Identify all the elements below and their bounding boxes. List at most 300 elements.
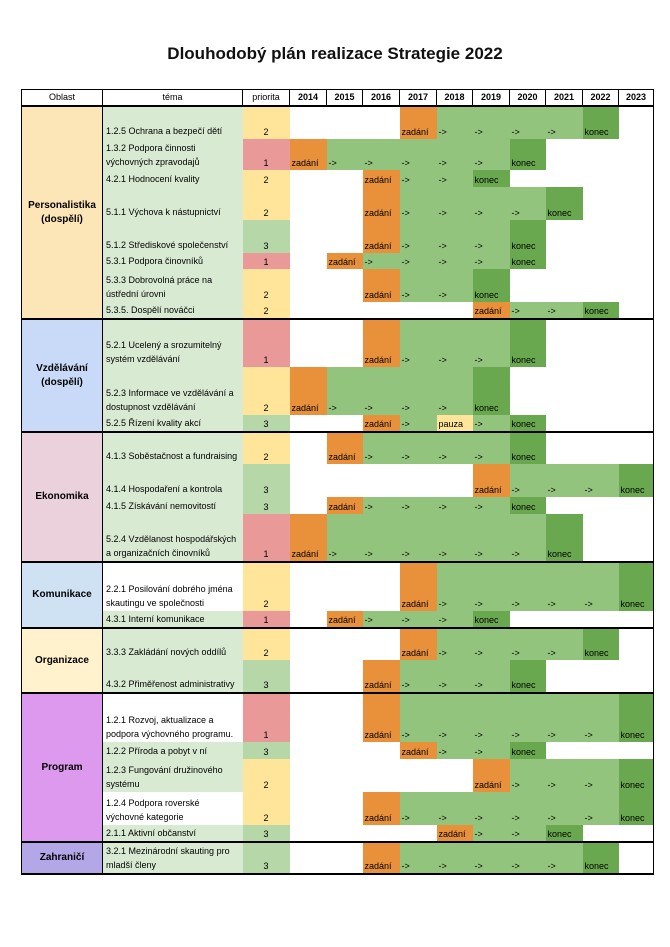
topic-cell: 5.1.1 Výchova k nástupnictví — [103, 187, 243, 220]
strategy-plan-table — [21, 89, 654, 875]
topic-cell: 5.3.1 Podpora činovníků — [103, 253, 243, 269]
timeline-cell-2016: zadání — [363, 319, 400, 367]
header-year-2015: 2015 — [327, 90, 363, 107]
topic-cell: 5.2.5 Řízení kvality akcí — [103, 415, 243, 432]
area-label: Vzdělávání (dospělí) — [22, 319, 103, 432]
timeline-cell-2014 — [290, 269, 327, 302]
timeline-cell-2019: -> — [473, 628, 510, 660]
timeline-cell-2016 — [363, 562, 400, 611]
priority-cell: 1 — [243, 611, 290, 628]
priority-cell: 2 — [243, 792, 290, 825]
timeline-cell-2018: -> — [437, 693, 473, 742]
timeline-cell-2015 — [327, 170, 363, 187]
timeline-cell-2023 — [619, 611, 654, 628]
timeline-cell-2016 — [363, 742, 400, 759]
priority-cell: 1 — [243, 139, 290, 170]
timeline-cell-2019: -> — [473, 660, 510, 693]
page-title: Dlouhodobý plán realizace Strategie 2022 — [167, 44, 503, 63]
timeline-cell-2014 — [290, 497, 327, 514]
timeline-cell-2021: -> — [546, 792, 583, 825]
timeline-cell-2019: -> — [473, 514, 510, 562]
timeline-cell-2020 — [510, 367, 546, 415]
timeline-cell-2015 — [327, 742, 363, 759]
timeline-cell-2021: -> — [546, 628, 583, 660]
timeline-cell-2018: -> — [437, 269, 473, 302]
timeline-cell-2018: -> — [437, 792, 473, 825]
table-row — [22, 611, 654, 628]
timeline-cell-2014 — [290, 415, 327, 432]
timeline-cell-2019: -> — [473, 187, 510, 220]
timeline-cell-2020: -> — [510, 759, 546, 792]
timeline-cell-2021: -> — [546, 464, 583, 497]
timeline-cell-2017: -> — [400, 367, 437, 415]
timeline-cell-2014 — [290, 742, 327, 759]
timeline-cell-2014 — [290, 319, 327, 367]
timeline-cell-2014 — [290, 660, 327, 693]
timeline-cell-2016 — [363, 628, 400, 660]
topic-cell: 3.3.3 Zakládání nových oddílů — [103, 628, 243, 660]
table-row — [22, 742, 654, 759]
timeline-cell-2017: -> — [400, 693, 437, 742]
timeline-cell-2022 — [583, 253, 619, 269]
timeline-cell-2023 — [619, 628, 654, 660]
timeline-cell-2014 — [290, 611, 327, 628]
timeline-cell-2019: -> — [473, 106, 510, 139]
timeline-cell-2020: -> — [510, 464, 546, 497]
header-priorita: priorita — [243, 90, 290, 107]
timeline-cell-2018: zadání — [437, 825, 473, 842]
timeline-cell-2020: -> — [510, 628, 546, 660]
topic-cell: 5.2.4 Vzdělanost hospodářských a organizačních činovníků — [103, 514, 243, 562]
priority-cell: 2 — [243, 187, 290, 220]
timeline-cell-2021 — [546, 269, 583, 302]
timeline-cell-2022 — [583, 432, 619, 464]
timeline-cell-2020 — [510, 269, 546, 302]
timeline-cell-2022 — [583, 415, 619, 432]
timeline-cell-2018: -> — [437, 220, 473, 253]
timeline-cell-2020: konec — [510, 660, 546, 693]
timeline-cell-2014 — [290, 825, 327, 842]
topic-cell: 1.2.4 Podpora roverské výchovné kategorie — [103, 792, 243, 825]
timeline-cell-2023 — [619, 139, 654, 170]
timeline-cell-2014 — [290, 253, 327, 269]
timeline-cell-2017: -> — [400, 842, 437, 874]
topic-cell: 4.2.1 Hodnocení kvality — [103, 170, 243, 187]
header-year-2023: 2023 — [619, 90, 654, 107]
timeline-cell-2018 — [437, 759, 473, 792]
timeline-cell-2023 — [619, 742, 654, 759]
priority-cell: 3 — [243, 497, 290, 514]
timeline-cell-2023: konec — [619, 693, 654, 742]
table-row — [22, 415, 654, 432]
table-row — [22, 825, 654, 842]
priority-cell: 2 — [243, 269, 290, 302]
timeline-cell-2021: -> — [546, 302, 583, 319]
table-row — [22, 139, 654, 170]
topic-cell: 1.3.2 Podpora činnosti výchovných zpravodajů — [103, 139, 243, 170]
header-year-2014: 2014 — [290, 90, 327, 107]
timeline-cell-2016: zadání — [363, 693, 400, 742]
timeline-cell-2016: zadání — [363, 660, 400, 693]
timeline-cell-2018: pauza — [437, 415, 473, 432]
timeline-cell-2018: -> — [437, 742, 473, 759]
table-body — [22, 106, 654, 874]
priority-cell: 1 — [243, 514, 290, 562]
priority-cell: 3 — [243, 825, 290, 842]
header-year-2018: 2018 — [437, 90, 473, 107]
timeline-cell-2021 — [546, 660, 583, 693]
timeline-cell-2020: -> — [510, 187, 546, 220]
timeline-cell-2019: -> — [473, 792, 510, 825]
timeline-cell-2017: -> — [400, 269, 437, 302]
table-row — [22, 792, 654, 825]
timeline-cell-2015: zadání — [327, 497, 363, 514]
timeline-cell-2021 — [546, 432, 583, 464]
area-label: Program — [22, 693, 103, 842]
priority-cell: 3 — [243, 842, 290, 874]
timeline-cell-2018: -> — [437, 514, 473, 562]
timeline-cell-2016 — [363, 464, 400, 497]
timeline-cell-2014 — [290, 220, 327, 253]
timeline-cell-2017: -> — [400, 253, 437, 269]
timeline-cell-2017: -> — [400, 415, 437, 432]
timeline-cell-2019: -> — [473, 139, 510, 170]
topic-cell: 5.1.2 Střediskové společenství — [103, 220, 243, 253]
timeline-cell-2018 — [437, 302, 473, 319]
timeline-cell-2016: -> — [363, 253, 400, 269]
timeline-cell-2023 — [619, 302, 654, 319]
topic-cell: 5.3.5. Dospělí nováčci — [103, 302, 243, 319]
header-tema: téma — [103, 90, 243, 107]
timeline-cell-2023 — [619, 415, 654, 432]
timeline-cell-2018 — [437, 464, 473, 497]
timeline-cell-2017 — [400, 825, 437, 842]
topic-cell: 5.2.3 Informace ve vzdělávání a dostupnost vzdělávání — [103, 367, 243, 415]
timeline-cell-2017: -> — [400, 319, 437, 367]
timeline-cell-2014 — [290, 187, 327, 220]
timeline-cell-2014: zadání — [290, 367, 327, 415]
timeline-cell-2015: zadání — [327, 253, 363, 269]
timeline-cell-2016: -> — [363, 367, 400, 415]
topic-cell: 4.1.3 Soběstačnost a fundraising — [103, 432, 243, 464]
timeline-cell-2023 — [619, 187, 654, 220]
timeline-cell-2015: zadání — [327, 432, 363, 464]
timeline-cell-2015 — [327, 415, 363, 432]
timeline-cell-2015 — [327, 302, 363, 319]
timeline-cell-2015 — [327, 269, 363, 302]
timeline-cell-2014 — [290, 106, 327, 139]
timeline-cell-2020: konec — [510, 742, 546, 759]
timeline-cell-2019: -> — [473, 497, 510, 514]
timeline-cell-2021 — [546, 611, 583, 628]
timeline-cell-2016: zadání — [363, 220, 400, 253]
table-row — [22, 253, 654, 269]
timeline-cell-2015 — [327, 825, 363, 842]
timeline-cell-2014 — [290, 464, 327, 497]
timeline-cell-2016: -> — [363, 139, 400, 170]
topic-cell: 2.2.1 Posilování dobrého jména skautingu ve společnosti — [103, 562, 243, 611]
timeline-cell-2023 — [619, 660, 654, 693]
header-oblast: Oblast — [22, 90, 103, 107]
timeline-cell-2016: zadání — [363, 842, 400, 874]
timeline-cell-2017 — [400, 759, 437, 792]
timeline-cell-2019: -> — [473, 432, 510, 464]
timeline-cell-2016: zadání — [363, 792, 400, 825]
timeline-cell-2021 — [546, 220, 583, 253]
timeline-cell-2017 — [400, 464, 437, 497]
timeline-cell-2018: -> — [437, 139, 473, 170]
timeline-cell-2023 — [619, 825, 654, 842]
timeline-cell-2017: -> — [400, 187, 437, 220]
timeline-cell-2023 — [619, 220, 654, 253]
timeline-cell-2017: -> — [400, 514, 437, 562]
timeline-cell-2022: -> — [583, 464, 619, 497]
timeline-cell-2020: konec — [510, 319, 546, 367]
topic-cell: 4.3.1 Interní komunikace — [103, 611, 243, 628]
timeline-cell-2019: konec — [473, 170, 510, 187]
timeline-cell-2022 — [583, 170, 619, 187]
timeline-cell-2021: -> — [546, 106, 583, 139]
header-year-2017: 2017 — [400, 90, 437, 107]
table-row — [22, 759, 654, 792]
timeline-cell-2016: zadání — [363, 187, 400, 220]
topic-cell: 4.1.4 Hospodaření a kontrola — [103, 464, 243, 497]
timeline-cell-2019: zadání — [473, 759, 510, 792]
timeline-cell-2015 — [327, 562, 363, 611]
timeline-cell-2018: -> — [437, 106, 473, 139]
timeline-cell-2020: konec — [510, 139, 546, 170]
timeline-cell-2018: -> — [437, 497, 473, 514]
timeline-cell-2022: konec — [583, 106, 619, 139]
priority-cell: 3 — [243, 742, 290, 759]
timeline-cell-2023 — [619, 432, 654, 464]
timeline-cell-2016: -> — [363, 514, 400, 562]
timeline-cell-2017: zadání — [400, 742, 437, 759]
priority-cell: 2 — [243, 302, 290, 319]
timeline-cell-2022 — [583, 367, 619, 415]
timeline-cell-2020: -> — [510, 562, 546, 611]
timeline-cell-2018: -> — [437, 319, 473, 367]
timeline-cell-2020: konec — [510, 220, 546, 253]
timeline-cell-2016: -> — [363, 432, 400, 464]
timeline-cell-2021 — [546, 742, 583, 759]
timeline-cell-2014 — [290, 792, 327, 825]
timeline-cell-2018: -> — [437, 562, 473, 611]
timeline-cell-2022 — [583, 825, 619, 842]
header-year-2019: 2019 — [473, 90, 510, 107]
table-row — [22, 497, 654, 514]
timeline-cell-2019: -> — [473, 825, 510, 842]
timeline-cell-2021 — [546, 253, 583, 269]
timeline-cell-2015 — [327, 319, 363, 367]
timeline-cell-2023: konec — [619, 792, 654, 825]
timeline-cell-2020: konec — [510, 253, 546, 269]
timeline-cell-2015: zadání — [327, 611, 363, 628]
timeline-cell-2022: -> — [583, 693, 619, 742]
timeline-cell-2014 — [290, 693, 327, 742]
timeline-cell-2021: konec — [546, 187, 583, 220]
timeline-cell-2021 — [546, 139, 583, 170]
timeline-cell-2017: -> — [400, 792, 437, 825]
timeline-cell-2021: konec — [546, 514, 583, 562]
timeline-cell-2023: konec — [619, 759, 654, 792]
priority-cell: 2 — [243, 170, 290, 187]
topic-cell: 2.1.1 Aktivní občanství — [103, 825, 243, 842]
timeline-cell-2015 — [327, 106, 363, 139]
timeline-cell-2015 — [327, 628, 363, 660]
timeline-cell-2021: -> — [546, 842, 583, 874]
timeline-cell-2018: -> — [437, 611, 473, 628]
priority-cell: 3 — [243, 660, 290, 693]
timeline-cell-2019: -> — [473, 253, 510, 269]
timeline-cell-2015 — [327, 187, 363, 220]
timeline-cell-2017: -> — [400, 611, 437, 628]
timeline-cell-2016: zadání — [363, 170, 400, 187]
timeline-cell-2021: -> — [546, 693, 583, 742]
topic-cell: 3.2.1 Mezinárodní skauting pro mladší členy — [103, 842, 243, 874]
timeline-cell-2017: -> — [400, 220, 437, 253]
timeline-cell-2019: -> — [473, 842, 510, 874]
timeline-cell-2019: konec — [473, 367, 510, 415]
timeline-cell-2021 — [546, 319, 583, 367]
header-year-2016: 2016 — [363, 90, 400, 107]
topic-cell: 1.2.2 Příroda a pobyt v ní — [103, 742, 243, 759]
timeline-cell-2016: zadání — [363, 269, 400, 302]
priority-cell: 1 — [243, 693, 290, 742]
timeline-cell-2015 — [327, 660, 363, 693]
timeline-cell-2015: -> — [327, 139, 363, 170]
area-label: Ekonomika — [22, 432, 103, 562]
timeline-cell-2021 — [546, 497, 583, 514]
header-year-2022: 2022 — [583, 90, 619, 107]
timeline-cell-2018: -> — [437, 367, 473, 415]
timeline-cell-2017: zadání — [400, 562, 437, 611]
timeline-cell-2023 — [619, 170, 654, 187]
area-label: Zahraničí — [22, 842, 103, 874]
timeline-cell-2014 — [290, 842, 327, 874]
timeline-cell-2016 — [363, 106, 400, 139]
timeline-cell-2019: -> — [473, 693, 510, 742]
timeline-cell-2018: -> — [437, 842, 473, 874]
table-row — [22, 842, 654, 874]
table-row — [22, 562, 654, 611]
timeline-cell-2019: zadání — [473, 464, 510, 497]
table-row — [22, 319, 654, 367]
timeline-cell-2015 — [327, 759, 363, 792]
timeline-cell-2021 — [546, 415, 583, 432]
timeline-cell-2020: -> — [510, 693, 546, 742]
table-row — [22, 302, 654, 319]
timeline-cell-2023 — [619, 514, 654, 562]
timeline-cell-2017: -> — [400, 139, 437, 170]
area-label: Organizace — [22, 628, 103, 693]
priority-cell: 3 — [243, 415, 290, 432]
timeline-cell-2017: zadání — [400, 628, 437, 660]
topic-cell: 1.2.3 Fungování družinového systému — [103, 759, 243, 792]
area-label: Komunikace — [22, 562, 103, 628]
timeline-cell-2021 — [546, 170, 583, 187]
timeline-cell-2018: -> — [437, 170, 473, 187]
timeline-cell-2023 — [619, 319, 654, 367]
timeline-cell-2016 — [363, 302, 400, 319]
table-row — [22, 220, 654, 253]
timeline-cell-2016: zadání — [363, 415, 400, 432]
timeline-cell-2018: -> — [437, 253, 473, 269]
timeline-cell-2022 — [583, 269, 619, 302]
table-row — [22, 514, 654, 562]
table-row — [22, 106, 654, 139]
priority-cell: 3 — [243, 220, 290, 253]
timeline-cell-2015 — [327, 842, 363, 874]
timeline-cell-2018: -> — [437, 187, 473, 220]
timeline-cell-2014: zadání — [290, 514, 327, 562]
timeline-cell-2017 — [400, 302, 437, 319]
timeline-cell-2020: konec — [510, 415, 546, 432]
timeline-cell-2020: konec — [510, 432, 546, 464]
timeline-cell-2023 — [619, 253, 654, 269]
timeline-cell-2019: konec — [473, 611, 510, 628]
timeline-cell-2014 — [290, 628, 327, 660]
header-year-2021: 2021 — [546, 90, 583, 107]
topic-cell: 1.2.5 Ochrana a bezpečí dětí — [103, 106, 243, 139]
timeline-cell-2020: -> — [510, 302, 546, 319]
timeline-cell-2022: konec — [583, 842, 619, 874]
timeline-cell-2022: -> — [583, 759, 619, 792]
timeline-cell-2020: konec — [510, 497, 546, 514]
priority-cell: 2 — [243, 759, 290, 792]
timeline-cell-2014 — [290, 562, 327, 611]
timeline-cell-2021: -> — [546, 759, 583, 792]
timeline-cell-2017: -> — [400, 497, 437, 514]
timeline-cell-2014 — [290, 759, 327, 792]
timeline-cell-2023: konec — [619, 562, 654, 611]
timeline-cell-2020: -> — [510, 514, 546, 562]
priority-cell: 2 — [243, 432, 290, 464]
timeline-cell-2017: -> — [400, 170, 437, 187]
header-row — [22, 90, 654, 107]
table-row — [22, 432, 654, 464]
timeline-cell-2021: -> — [546, 562, 583, 611]
timeline-cell-2022 — [583, 742, 619, 759]
area-label: Personalistika (dospělí) — [22, 106, 103, 319]
timeline-cell-2018: -> — [437, 628, 473, 660]
timeline-cell-2023: konec — [619, 464, 654, 497]
timeline-cell-2020: -> — [510, 842, 546, 874]
timeline-cell-2017: -> — [400, 660, 437, 693]
timeline-cell-2022 — [583, 514, 619, 562]
timeline-cell-2014 — [290, 170, 327, 187]
timeline-cell-2015 — [327, 693, 363, 742]
topic-cell: 5.3.3 Dobrovolná práce na ústřední úrovni — [103, 269, 243, 302]
timeline-cell-2022: -> — [583, 792, 619, 825]
timeline-cell-2022 — [583, 319, 619, 367]
timeline-cell-2022 — [583, 611, 619, 628]
timeline-cell-2015: -> — [327, 514, 363, 562]
timeline-cell-2015 — [327, 792, 363, 825]
topic-cell: 4.3.2 Přiměřenost administrativy — [103, 660, 243, 693]
timeline-cell-2020: -> — [510, 792, 546, 825]
priority-cell: 2 — [243, 562, 290, 611]
timeline-cell-2022 — [583, 497, 619, 514]
timeline-cell-2022 — [583, 660, 619, 693]
table-row — [22, 269, 654, 302]
timeline-cell-2020: -> — [510, 825, 546, 842]
timeline-cell-2020: -> — [510, 106, 546, 139]
timeline-cell-2019: -> — [473, 562, 510, 611]
timeline-cell-2017: zadání — [400, 106, 437, 139]
priority-cell: 2 — [243, 628, 290, 660]
timeline-cell-2022 — [583, 220, 619, 253]
